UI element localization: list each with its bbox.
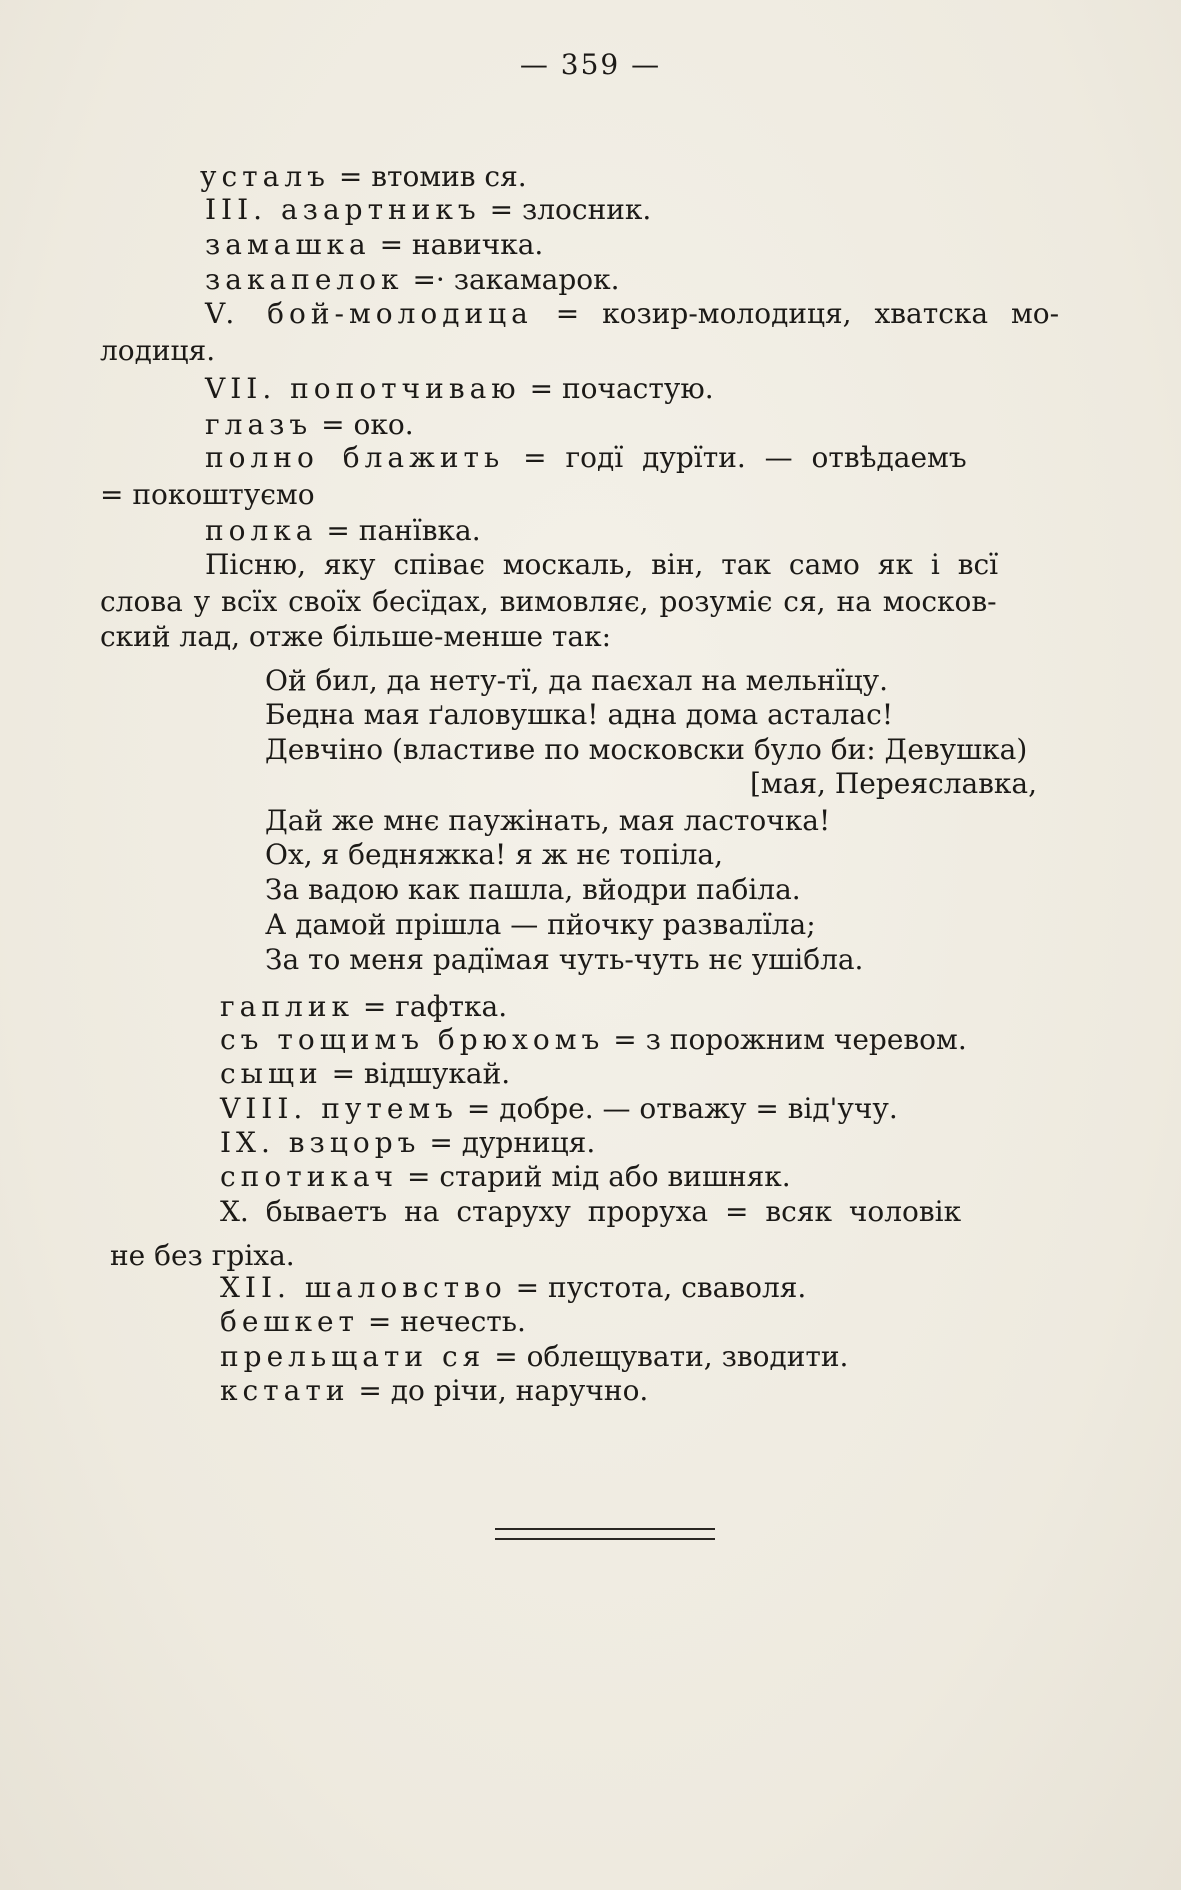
glossary-line: глазъ = око. bbox=[205, 408, 414, 441]
glossary-line: IX. взцоръ = дурниця. bbox=[220, 1126, 596, 1159]
glossary-line: полно блажить = годї дурїти. — отвѣдаемъ bbox=[205, 441, 967, 474]
song-line: Ох, я бедняжка! я ж нє топіла, bbox=[265, 838, 724, 871]
glossary-line: спотикач = старий мід або вишняк. bbox=[220, 1160, 791, 1193]
glossary-line: кстати = до річи, наручно. bbox=[220, 1374, 649, 1407]
song-line: За то меня радїмая чуть-чуть нє ушібла. bbox=[265, 943, 864, 976]
glossary-line: замашка = навичка. bbox=[205, 228, 544, 261]
glossary-line: не без гріха. bbox=[110, 1239, 295, 1272]
song-line: За вадою как пашла, вйодри пабіла. bbox=[265, 873, 801, 906]
glossary-line: закапелок =· закамарок. bbox=[205, 263, 620, 296]
song-line: [мая, Переяславка, bbox=[750, 767, 1038, 800]
paragraph-line: ский лад, отже більше-менше так: bbox=[100, 620, 612, 653]
glossary-line: бешкет = нечесть. bbox=[220, 1305, 526, 1338]
paragraph-line: слова у всїх своїх бесїдах, вимовляє, розуміє ся, на москов- bbox=[100, 585, 997, 618]
closing-rule-bottom bbox=[495, 1538, 715, 1540]
glossary-line: = покоштуємо bbox=[100, 478, 315, 511]
glossary-line: усталъ = втомив ся. bbox=[200, 160, 527, 193]
song-line: Ой бил, да нету-тї, да паєхал на мельнїцу. bbox=[265, 664, 889, 697]
song-line: Девчіно (властиве по московски було би: Девушка) bbox=[265, 733, 1028, 766]
glossary-line: съ тощимъ брюхомъ = з порожним черевом. bbox=[220, 1023, 967, 1056]
glossary-line: V. бой-молодица = козир-молодиця, хватска мо- bbox=[205, 297, 1060, 330]
glossary-line: X. бываетъ на старуху проруха = всяк чоловік bbox=[220, 1195, 962, 1228]
glossary-line: VII. попотчиваю = почастую. bbox=[205, 372, 714, 405]
song-line: Дай же мнє паужінать, мая ласточка! bbox=[265, 804, 831, 837]
glossary-line: полка = панївка. bbox=[205, 514, 481, 547]
glossary-line: VIII. путемъ = добре. — отважу = від'учу. bbox=[220, 1092, 898, 1125]
glossary-line: лодиця. bbox=[100, 334, 216, 367]
glossary-line: III. азартникъ = злосник. bbox=[205, 193, 652, 226]
closing-rule-top bbox=[495, 1528, 715, 1530]
song-line: А дамой прішла — пйочку развалїла; bbox=[265, 908, 816, 941]
page-number: — 359 — bbox=[519, 48, 662, 81]
song-line: Бедна мая ґаловушка! адна дома асталас! bbox=[265, 698, 894, 731]
glossary-line: XII. шаловство = пустота, сваволя. bbox=[220, 1271, 807, 1304]
glossary-line: гаплик = гафтка. bbox=[220, 990, 508, 1023]
paragraph-line: Пісню, яку співає москаль, він, так само як і всї bbox=[205, 548, 999, 581]
glossary-line: прельщати ся = облещувати, зводити. bbox=[220, 1340, 849, 1373]
glossary-line: сыщи = відшукай. bbox=[220, 1057, 511, 1090]
